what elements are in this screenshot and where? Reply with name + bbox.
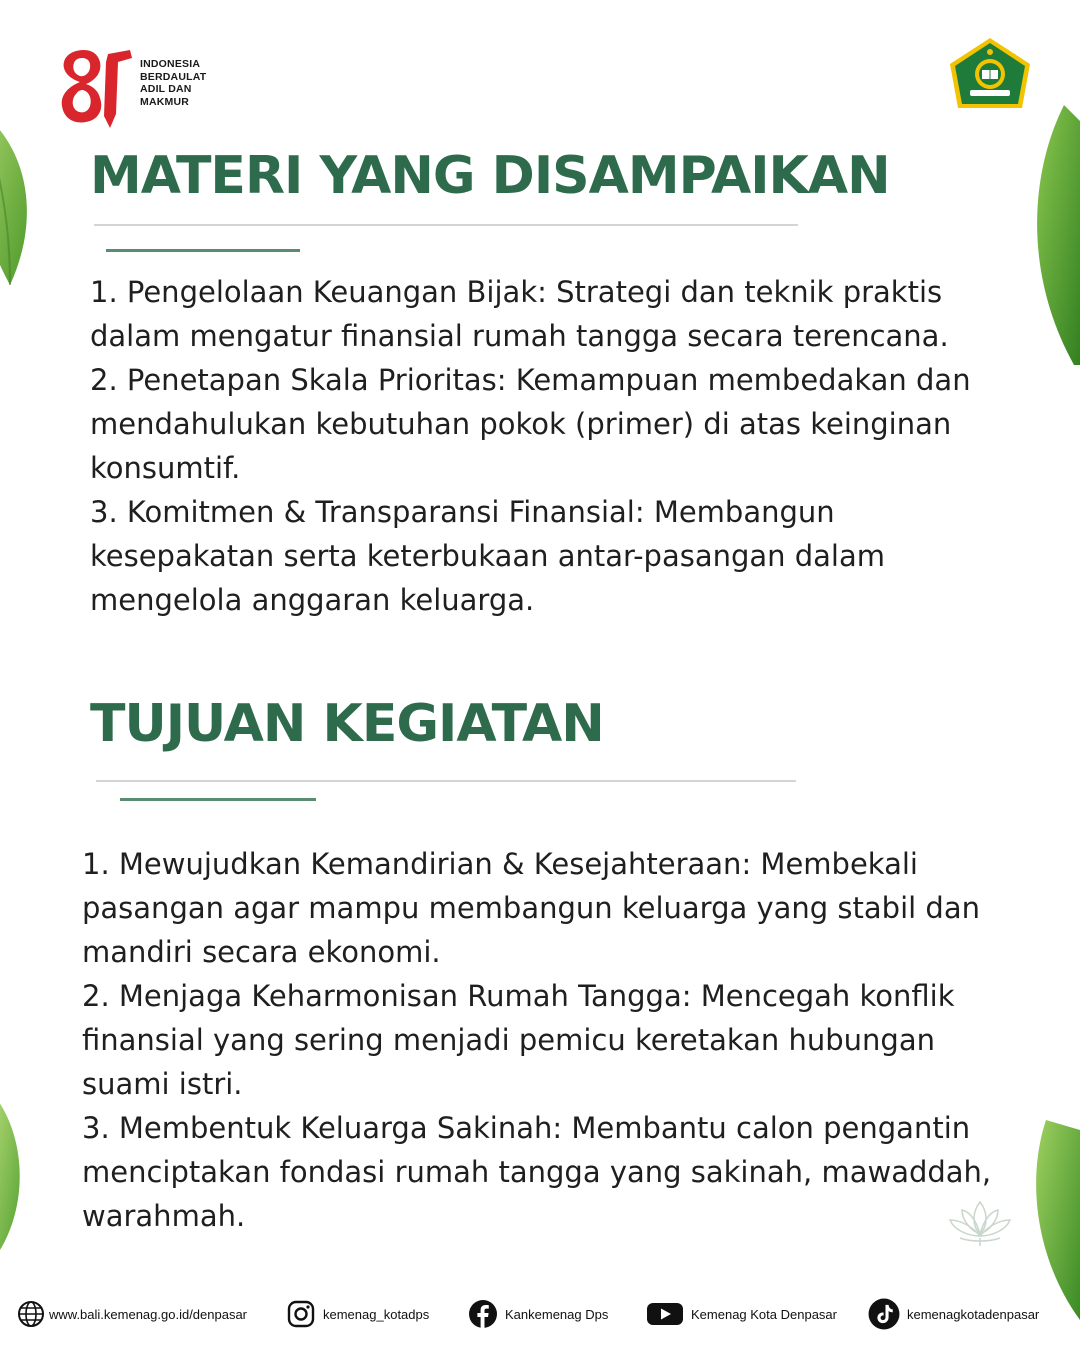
youtube-label: Kemenag Kota Denpasar [691, 1306, 837, 1322]
leaf-top-right-decoration [1024, 105, 1080, 365]
instagram-icon [286, 1299, 316, 1329]
instagram-label: kemenag_kotadps [323, 1306, 430, 1322]
tujuan-item: 2. Menjaga Keharmonisan Rumah Tangga: Mencegah konflik finansial yang sering menjadi pemicu keretakan hubungan suami istri. [82, 979, 955, 1101]
materi-item: 1. Pengelolaan Keuangan Bijak: Strategi dan teknik praktis dalam mengatur finansial rumah tangga secara terencana. [90, 275, 949, 353]
tagline-line: BERDAULAT [140, 70, 207, 83]
facebook-label: Kankemenag Dps [505, 1306, 609, 1322]
youtube-icon [646, 1299, 684, 1329]
tiktok-link[interactable] [868, 1294, 1039, 1334]
facebook-icon [468, 1299, 498, 1329]
leaf-top-left-decoration [0, 110, 40, 285]
tagline-line: INDONESIA [140, 58, 201, 70]
lotus-decoration-icon [946, 1196, 1014, 1248]
tujuan-divider-short [120, 798, 316, 801]
globe-icon [16, 1299, 46, 1329]
tujuan-item: 1. Mewujudkan Kemandirian & Kesejahteraan: Membekali pasangan agar mampu membangun keluarga yang stabil dan mandiri secara ekonomi. [82, 847, 980, 969]
footer-social-bar [0, 1294, 1080, 1334]
instagram-link[interactable] [286, 1294, 429, 1334]
kemenag-logo [948, 36, 1032, 110]
materi-divider-short [106, 249, 300, 252]
tagline-line: MAKMUR [140, 95, 190, 108]
materi-item: 2. Penetapan Skala Prioritas: Kemampuan membedakan dan mendahulukan kebutuhan pokok (primer) di atas keinginan konsumtif. [90, 363, 971, 485]
website-label: www.bali.kemenag.go.id/denpasar [49, 1306, 248, 1322]
tiktok-icon [868, 1298, 900, 1330]
youtube-link[interactable] [646, 1294, 837, 1334]
website-link[interactable] [16, 1294, 247, 1334]
anniversary-tagline [140, 58, 206, 108]
materi-list [90, 270, 990, 622]
materi-item: 3. Komitmen & Transparansi Finansial: Membangun kesepakatan serta keterbukaan antar-pasangan dalam mengelola anggaran keluarga. [90, 495, 886, 617]
tujuan-item: 3. Membentuk Keluarga Sakinah: Membantu calon pengantin menciptakan fondasi rumah tangga yang sakinah, mawaddah, warahmah. [82, 1111, 992, 1233]
anniversary-81-logo [56, 44, 216, 130]
tujuan-heading: TUJUAN KEGIATAN [90, 694, 604, 754]
number-81-emblem-icon [56, 44, 136, 130]
tagline-line: ADIL DAN [140, 83, 192, 95]
leaf-bottom-left-decoration [0, 1090, 30, 1250]
tujuan-divider-long [96, 780, 796, 782]
materi-divider-long [94, 224, 798, 226]
tujuan-list [82, 842, 992, 1238]
tiktok-label: kemenagkotadenpasar [907, 1306, 1040, 1322]
leaf-bottom-right-decoration [1026, 1120, 1080, 1320]
facebook-link[interactable] [468, 1294, 608, 1334]
materi-heading: MATERI YANG DISAMPAIKAN [90, 146, 890, 206]
